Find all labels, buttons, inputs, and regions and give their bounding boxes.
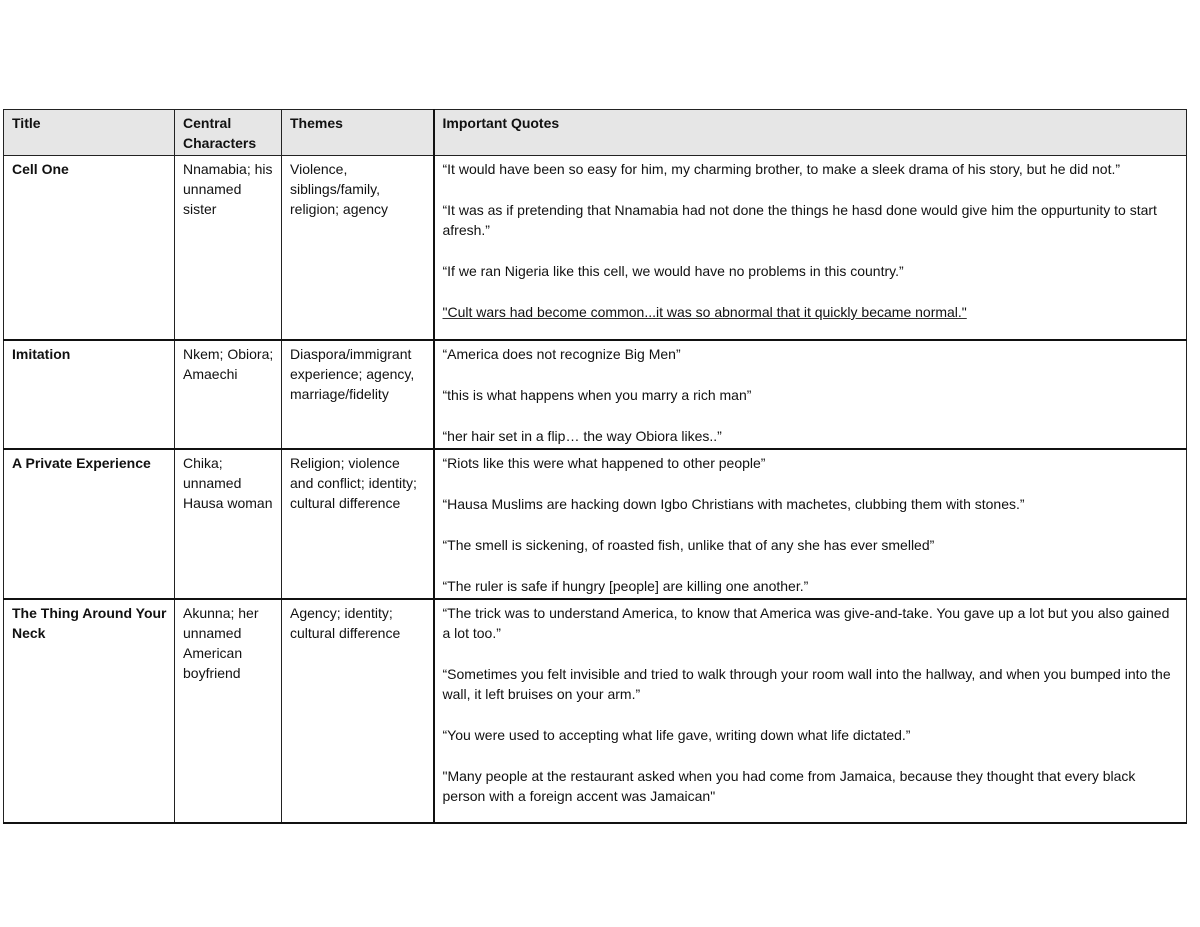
quote: “The ruler is safe if hungry [people] are killing one another.”: [442, 578, 809, 594]
quote: “If we ran Nigeria like this cell, we would have no problems in this country.”: [442, 263, 904, 279]
quote: “You were used to accepting what life gave, writing down what life dictated.”: [442, 727, 911, 743]
story-characters: Chika; unnamed Hausa woman: [175, 449, 282, 599]
quote: "Many people at the restaurant asked when you had come from Jamaica, because they thought that every black person with a foreign accent was Jamaican": [442, 768, 1136, 804]
story-themes: Violence, siblings/family, religion; agency: [282, 156, 434, 341]
story-quotes: [434, 449, 1187, 599]
story-themes: Agency; identity; cultural difference: [282, 599, 434, 823]
header-characters: Central Characters: [175, 110, 282, 156]
story-quotes: [434, 599, 1187, 823]
table-header-row: [4, 110, 1187, 156]
story-characters: Nnamabia; his unnamed sister: [175, 156, 282, 341]
quote: “Sometimes you felt invisible and tried to walk through your room wall into the hallway, and when you bumped into the wall, it left bruises on your arm.”: [442, 666, 1171, 702]
story-title: A Private Experience: [4, 449, 175, 599]
story-summary-table: [3, 109, 1187, 824]
quote: “this is what happens when you marry a rich man”: [442, 387, 752, 403]
header-quotes: Important Quotes: [434, 110, 1187, 156]
story-title: The Thing Around Your Neck: [4, 599, 175, 823]
header-themes: Themes: [282, 110, 434, 156]
quote: “It was as if pretending that Nnamabia had not done the things he hasd done would give him the oppurtunity to start afresh.”: [442, 202, 1157, 238]
table-row: [4, 449, 1187, 599]
header-title: Title: [4, 110, 175, 156]
quote: “The smell is sickening, of roasted fish, unlike that of any she has ever smelled”: [442, 537, 935, 553]
quote: “Hausa Muslims are hacking down Igbo Christians with machetes, clubbing them with stones.”: [442, 496, 1025, 512]
quote: “Riots like this were what happened to other people”: [442, 455, 766, 471]
quote: "Cult wars had become common...it was so abnormal that it quickly became normal.": [442, 304, 967, 320]
table-row: [4, 340, 1187, 449]
table-row: [4, 599, 1187, 823]
quote: “The trick was to understand America, to know that America was give-and-take. You gave up a lot but you also gained a lot too.”: [442, 605, 1170, 641]
story-quotes: [434, 340, 1187, 449]
quote: “It would have been so easy for him, my charming brother, to make a sleek drama of his story, but he did not.”: [442, 161, 1121, 177]
story-quotes: [434, 156, 1187, 341]
quote: “her hair set in a flip… the way Obiora likes..”: [442, 428, 722, 444]
story-themes: Diaspora/immigrant experience; agency, marriage/fidelity: [282, 340, 434, 449]
quote: “America does not recognize Big Men”: [442, 346, 681, 362]
story-characters: Nkem; Obiora; Amaechi: [175, 340, 282, 449]
story-title: Imitation: [4, 340, 175, 449]
story-themes: Religion; violence and conflict; identity; cultural difference: [282, 449, 434, 599]
table-row: [4, 156, 1187, 341]
story-characters: Akunna; her unnamed American boyfriend: [175, 599, 282, 823]
story-title: Cell One: [4, 156, 175, 341]
